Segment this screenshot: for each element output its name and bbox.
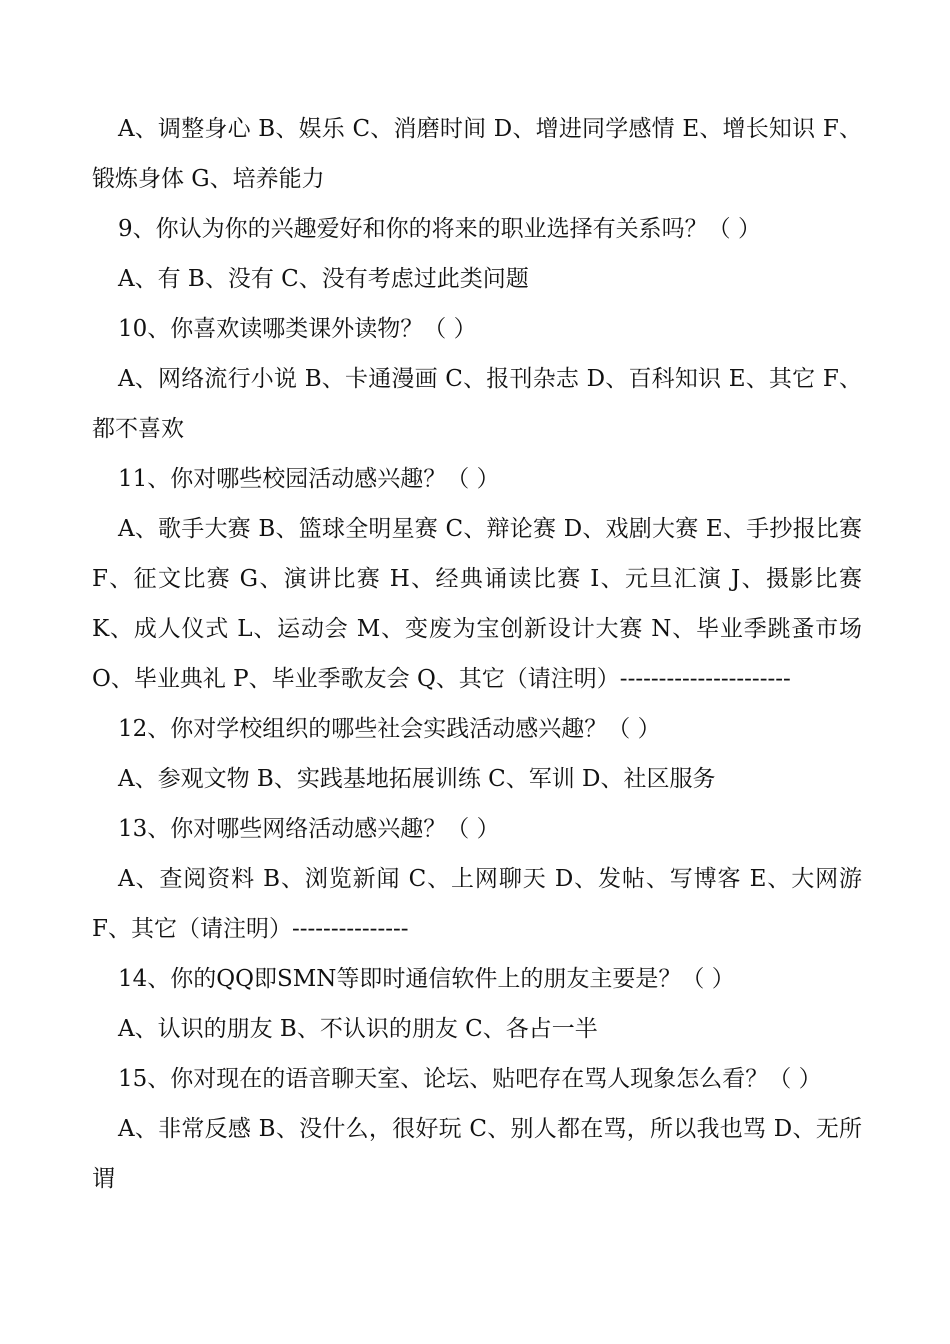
document-body xyxy=(92,104,862,1204)
option-line-q14: A、认识的朋友 B、不认识的朋友 C、各占一半 xyxy=(118,1016,598,1042)
question-11: 11、你对哪些校园活动感兴趣？（ ） xyxy=(118,466,500,492)
option-line-q10: A、网络流行小说 B、卡通漫画 C、报刊杂志 D、百科知识 E、其它 F、 都不喜欢 xyxy=(92,366,862,442)
option-line-q15: A、非常反感 B、没什么，很好玩 C、别人都在骂，所以我也骂 D、无所谓 xyxy=(92,1116,862,1192)
question-9: 9、你认为你的兴趣爱好和你的将来的职业选择有关系吗？（ ） xyxy=(118,216,761,242)
question-12: 12、你对学校组织的哪些社会实践活动感兴趣？（ ） xyxy=(118,716,661,742)
option-line-q9: A、有 B、没有 C、没有考虑过此类问题 xyxy=(118,266,529,292)
question-15: 15、你对现在的语音聊天室、论坛、贴吧存在骂人现象怎么看？（ ） xyxy=(118,1066,822,1092)
option-line-q12: A、参观文物 B、实践基地拓展训练 C、军训 D、社区服务 xyxy=(118,766,716,792)
option-line-q8: A、调整身心 B、娱乐 C、消磨时间 D、增进同学感情 E、增长知识 F、锻炼身体 G、培养能力 xyxy=(92,116,862,192)
question-10: 10、你喜欢读哪类课外读物？（ ） xyxy=(118,316,477,342)
question-13: 13、你对哪些网络活动感兴趣？（ ） xyxy=(118,816,500,842)
option-line-q11: A、歌手大赛 B、篮球全明星赛 C、辩论赛 D、戏剧大赛 E、手抄报比赛 F、征文比赛 G、演讲比赛 H、经典诵读比赛 I、元旦汇演 J、摄影比赛 K、成人仪式 L、运动会 M、变废为宝创新设计大赛 N、毕业季跳蚤市场 O、毕业典礼 P、毕业季歌友会 Q、其它（请注明）---------------------- xyxy=(92,516,862,692)
option-line-q13: A、查阅资料 B、浏览新闻 C、上网聊天 D、发帖、写博客 E、大网游 F、其它（请注明）--------------- xyxy=(92,866,862,942)
question-14: 14、你的QQ即SMN等即时通信软件上的朋友主要是？（ ） xyxy=(118,966,735,992)
